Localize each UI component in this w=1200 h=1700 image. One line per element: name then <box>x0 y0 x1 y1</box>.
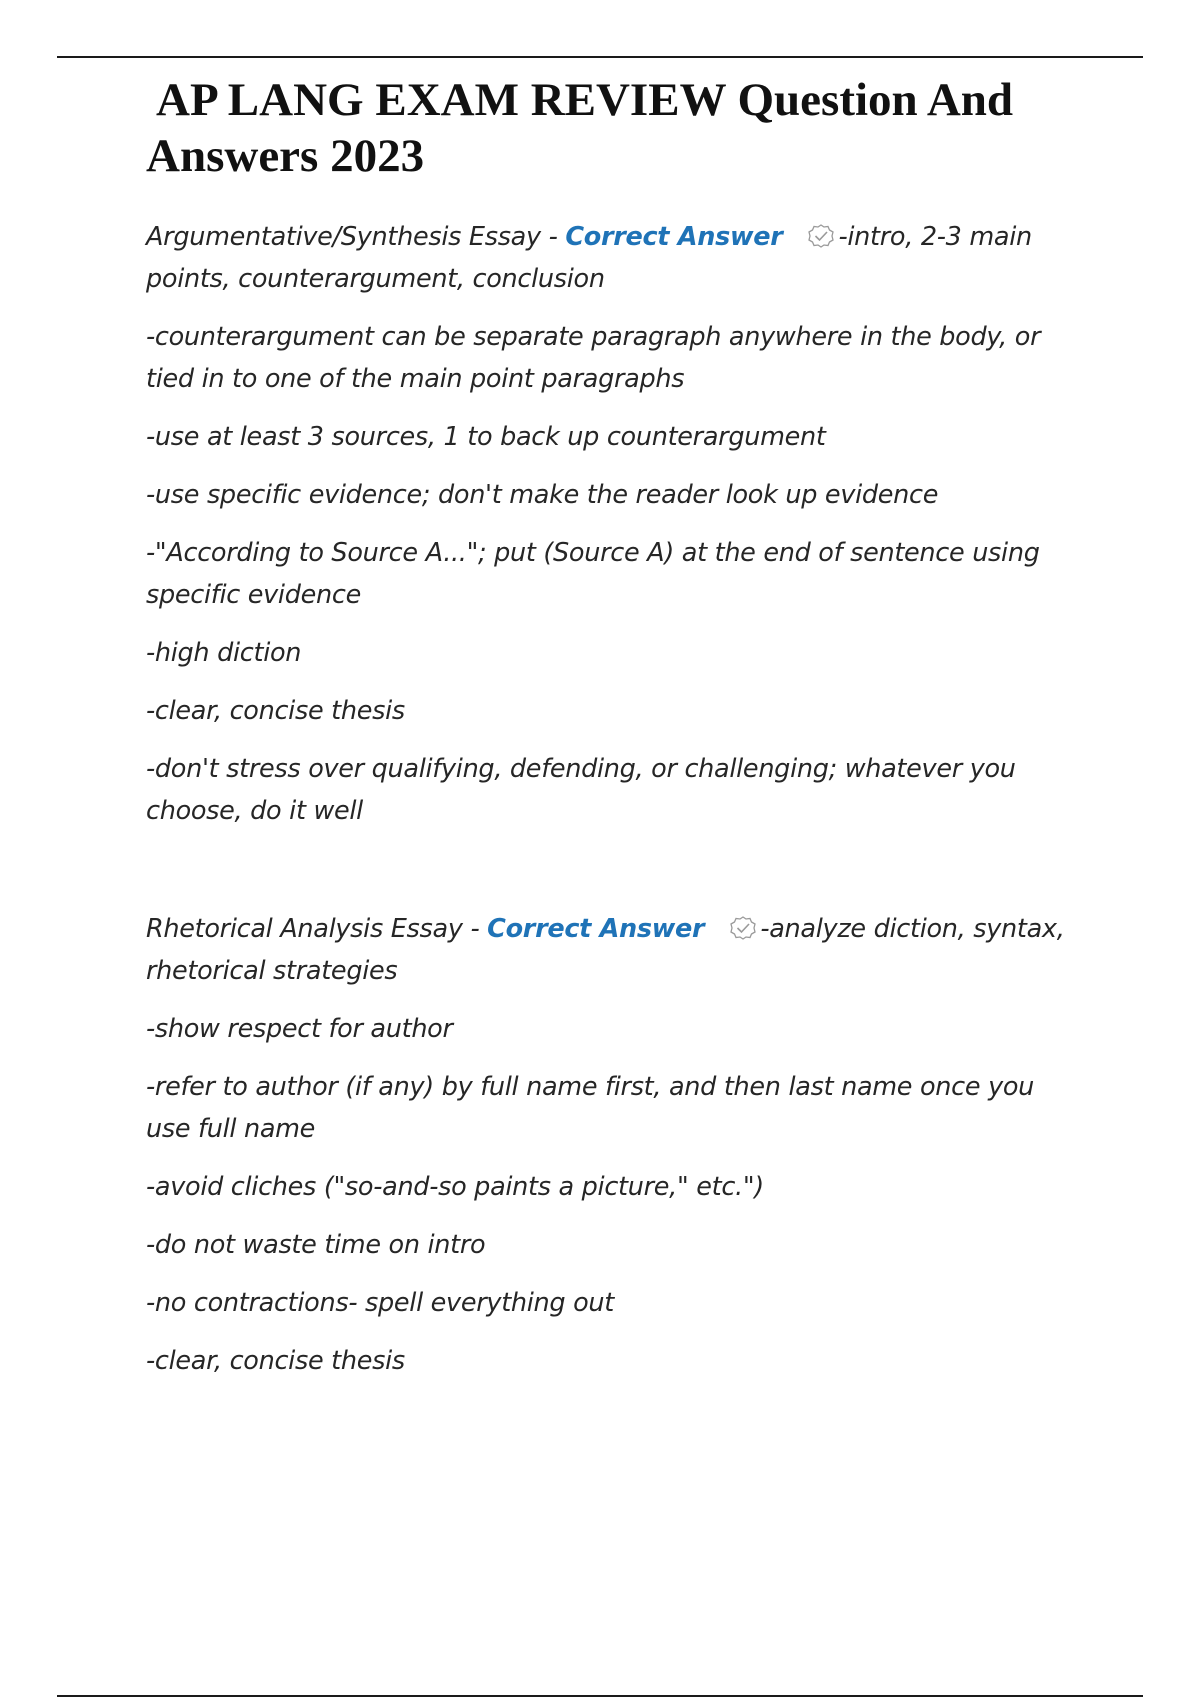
check-badge-icon <box>806 223 836 249</box>
answer-line: -use specific evidence; don't make the reader look up evidence <box>146 480 939 510</box>
bottom-rule <box>57 1695 1143 1697</box>
document-title: AP LANG EXAM REVIEW Question And Answers 2023 <box>146 74 1014 182</box>
answer-line: -counterargument can be separate paragraph anywhere in the body, or tied in to one of the main point paragraphs <box>146 322 1041 394</box>
answer-line: -refer to author (if any) by full name first, and then last name once you use full name <box>146 1072 1035 1144</box>
question-line <box>146 216 1086 300</box>
answer-line: -no contractions- spell everything out <box>146 1288 614 1318</box>
qa-entry-2 <box>146 908 1086 1382</box>
correct-answer-label: Correct Answer <box>487 914 705 944</box>
answer-line: -clear, concise thesis <box>146 1346 405 1376</box>
answer-line: -avoid cliches ("so-and-so paints a picture," etc.") <box>146 1172 764 1202</box>
answer-text: -intro, 2-3 main points, counterargument, conclusion <box>146 222 1032 294</box>
answer-line: -high diction <box>146 638 302 668</box>
question-text: Argumentative/Synthesis Essay - <box>146 222 566 252</box>
qa-entry-1 <box>146 216 1086 832</box>
answer-line: -"According to Source A..."; put (Source A) at the end of sentence using specific evidence <box>146 538 1040 610</box>
question-line <box>146 908 1086 992</box>
answer-text: -analyze diction, syntax, rhetorical strategies <box>146 914 1065 986</box>
answer-line: -use at least 3 sources, 1 to back up counterargument <box>146 422 826 452</box>
check-badge-icon <box>728 915 758 941</box>
answer-line: -don't stress over qualifying, defending, or challenging; whatever you choose, do it well <box>146 754 1016 826</box>
correct-answer-label: Correct Answer <box>565 222 783 252</box>
answer-line: -show respect for author <box>146 1014 453 1044</box>
answer-line: -clear, concise thesis <box>146 696 405 726</box>
top-rule <box>57 56 1143 58</box>
question-text: Rhetorical Analysis Essay - <box>146 914 488 944</box>
answer-line: -do not waste time on intro <box>146 1230 486 1260</box>
document-page <box>146 72 1086 1398</box>
